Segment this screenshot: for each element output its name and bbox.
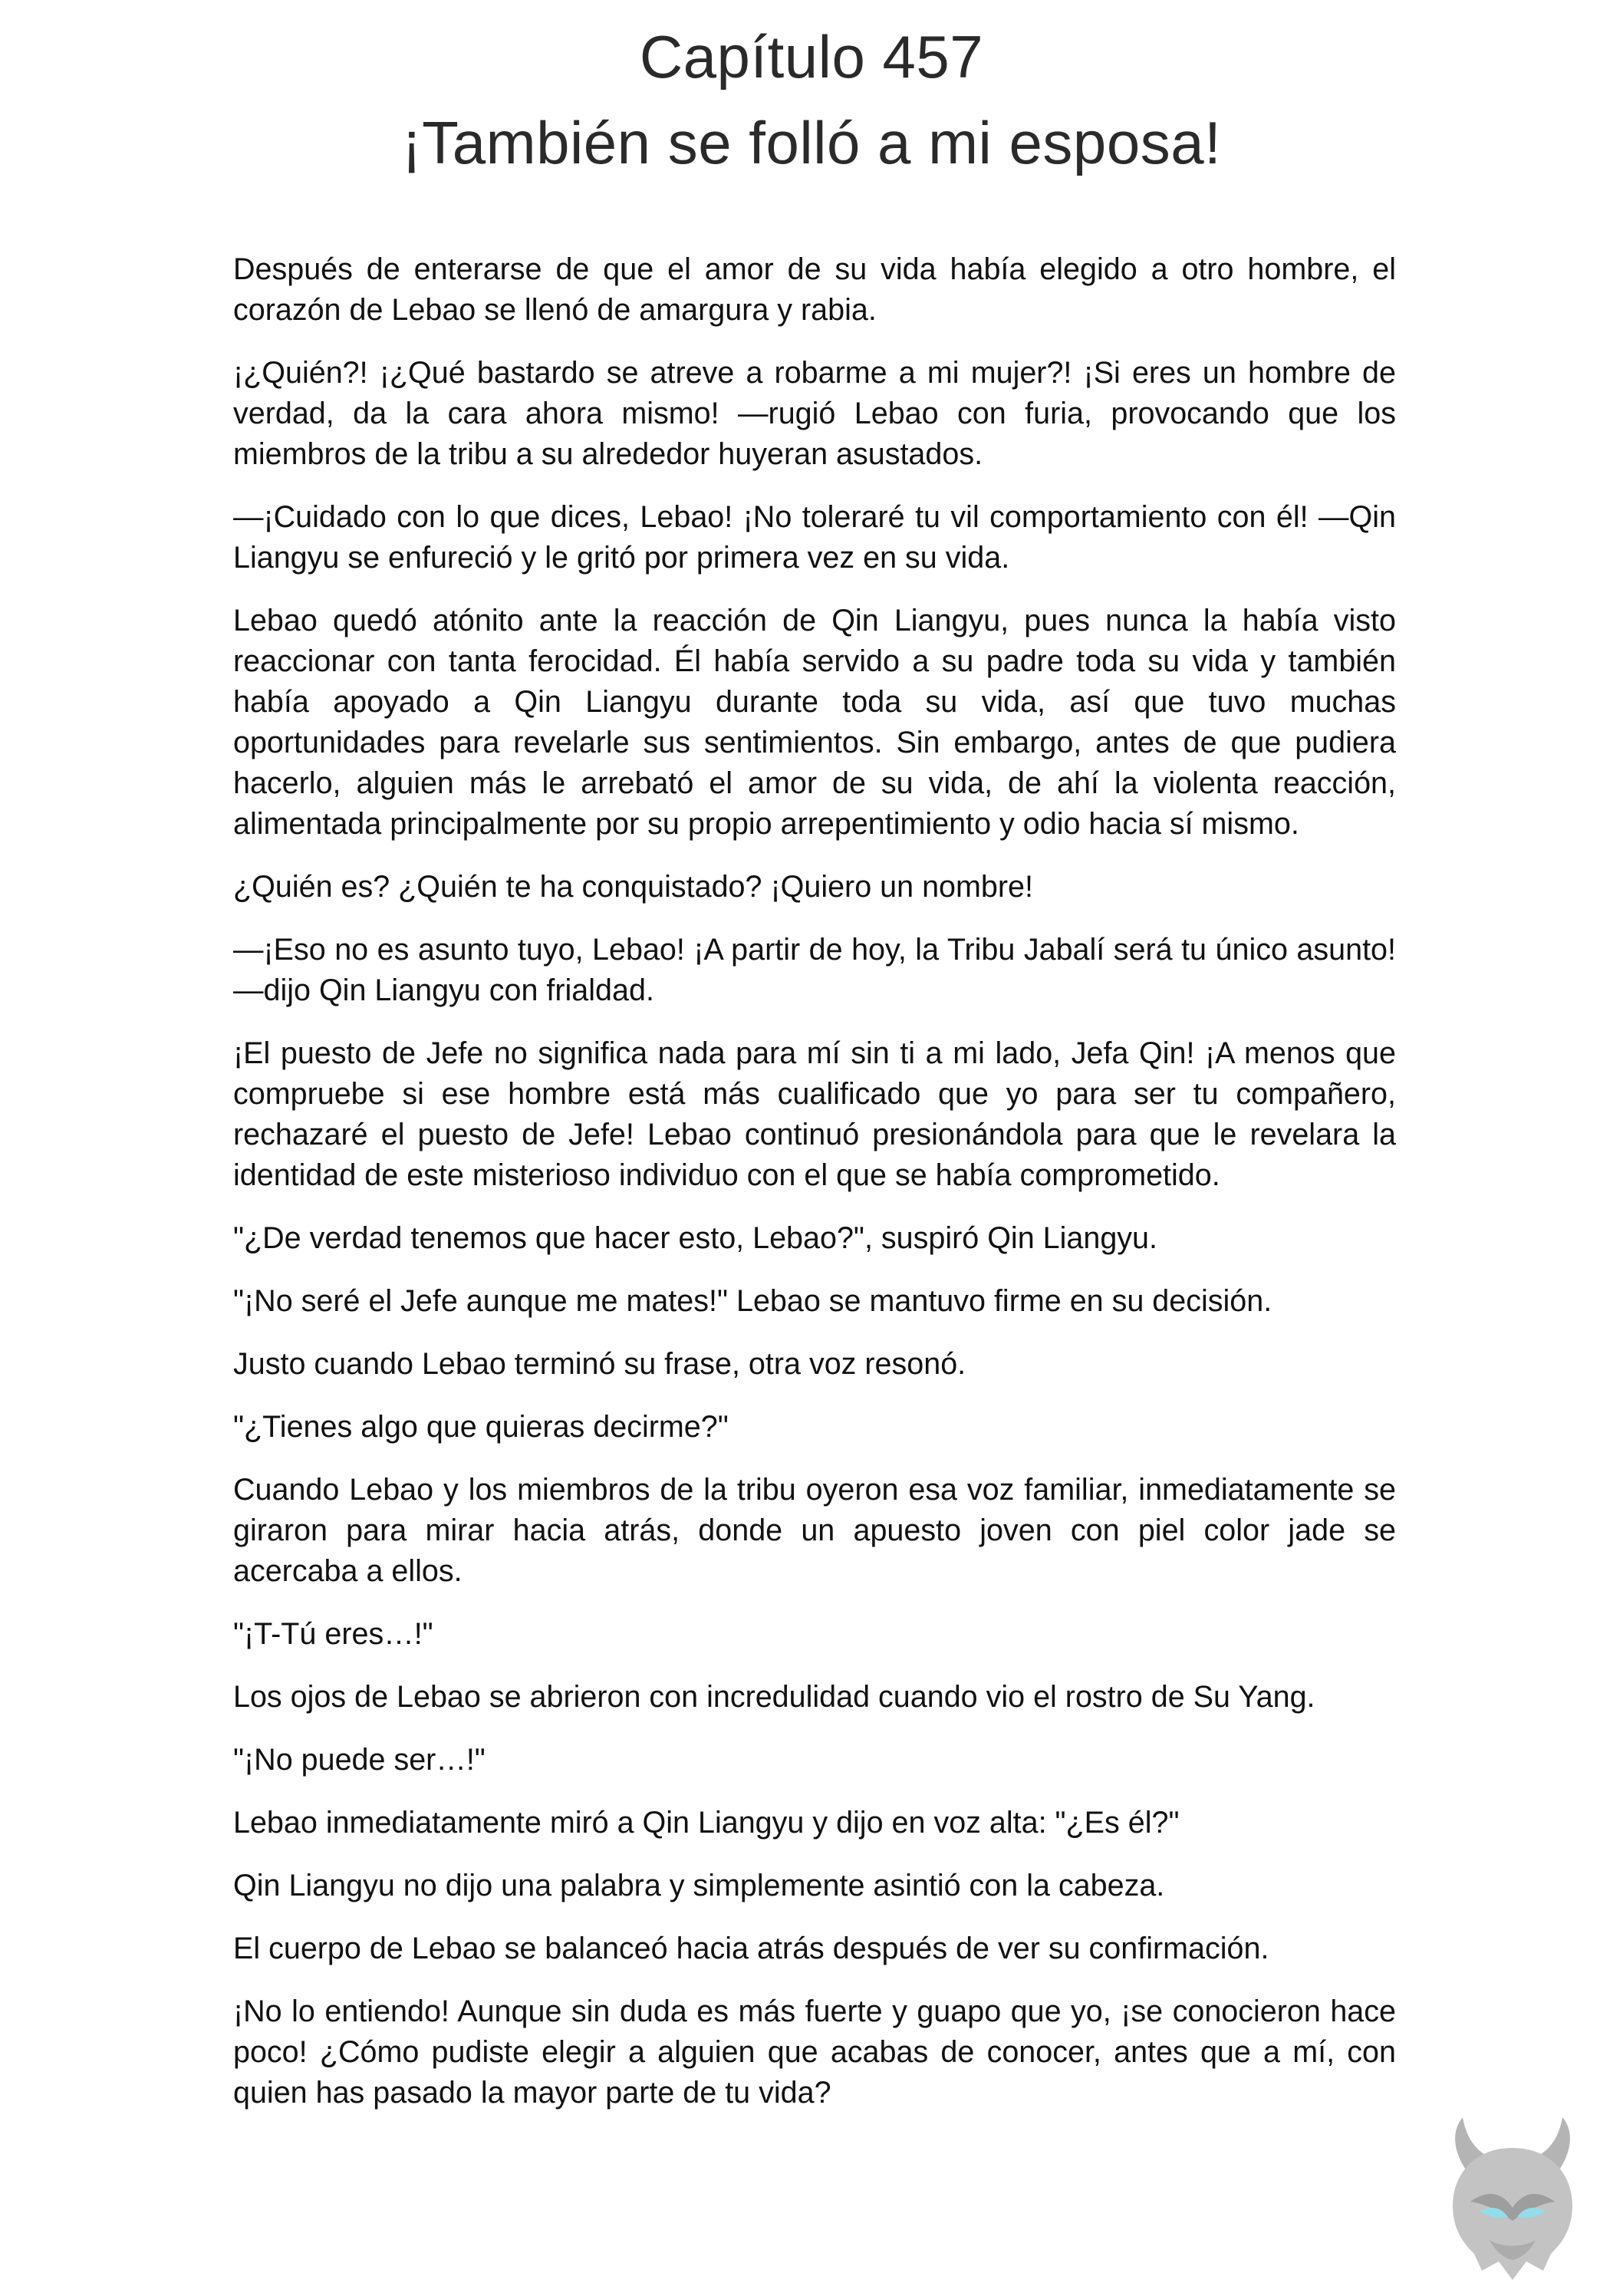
chapter-header [0, 14, 1623, 186]
demon-head-logo-icon [1436, 2117, 1589, 2282]
paragraph: Cuando Lebao y los miembros de la tribu oyeron esa voz familiar, inmediatamente se giraron para mirar hacia atrás, donde un apuesto joven con piel color jade se acercaba a ellos. [233, 1473, 1396, 1588]
paragraph: Lebao inmediatamente miró a Qin Liangyu y dijo en voz alta: "¿Es él?" [233, 1806, 1180, 1840]
paragraph: Lebao quedó atónito ante la reacción de Qin Liangyu, pues nunca la había visto reaccionar con tanta ferocidad. Él había servido a su padre toda su vida y también había apoyado a Qin Liangyu durante toda su vida, así que tuvo muchas oportunidades para revelarle sus sentimientos. Sin embargo, antes de que pudiera hacerlo, alguien más le arrebató el amor de su vida, de ahí la violenta reacción, alimentada principalmente por su propio arrepentimiento y odio hacia sí mismo. [233, 604, 1396, 841]
paragraph: Los ojos de Lebao se abrieron con incredulidad cuando vio el rostro de Su Yang. [233, 1680, 1315, 1714]
paragraph: Justo cuando Lebao terminó su frase, otra voz resonó. [233, 1347, 966, 1381]
paragraph: "¡T-Tú eres…!" [233, 1617, 433, 1651]
paragraph: Después de enterarse de que el amor de su vida había elegido a otro hombre, el corazón de Lebao se llenó de amargura y rabia. [233, 252, 1396, 327]
paragraph: "¡No puede ser…!" [233, 1743, 486, 1777]
paragraph: El cuerpo de Lebao se balanceó hacia atrás después de ver su confirmación. [233, 1932, 1269, 1965]
paragraph: —¡Cuidado con lo que dices, Lebao! ¡No toleraré tu vil comportamiento con él! —Qin Liangyu se enfureció y le gritó por primera vez en su vida. [233, 500, 1396, 575]
paragraph: ¡¿Quién?! ¡¿Qué bastardo se atreve a robarme a mi mujer?! ¡Si eres un hombre de verdad, da la cara ahora mismo! —rugió Lebao con furia, provocando que los miembros de la tribu a su alrededor huyeran asustados. [233, 356, 1396, 471]
paragraph: "¿De verdad tenemos que hacer esto, Lebao?", suspiró Qin Liangyu. [233, 1221, 1157, 1255]
paragraph: —¡Eso no es asunto tuyo, Lebao! ¡A partir de hoy, la Tribu Jabalí será tu único asunto! —dijo Qin Liangyu con frialdad. [233, 933, 1396, 1007]
paragraph: ¡El puesto de Jefe no significa nada para mí sin ti a mi lado, Jefa Qin! ¡A menos que compruebe si ese hombre está más cualificado que yo para ser tu compañero, rechazaré el puesto de Jefe! Lebao continuó presionándola para que le revelara la identidad de este misterioso individuo con el que se había comprometido. [233, 1036, 1396, 1192]
paragraph: "¡No seré el Jefe aunque me mates!" Lebao se mantuvo firme en su decisión. [233, 1284, 1272, 1318]
chapter-title: ¡También se folló a mi esposa! [401, 109, 1222, 176]
paragraph: "¿Tienes algo que quieras decirme?" [233, 1410, 729, 1444]
paragraph: ¡No lo entiendo! Aunque sin duda es más fuerte y guapo que yo, ¡se conocieron hace poco! ¿Cómo pudiste elegir a alguien que acabas de conocer, antes que a mí, con quien has pasado la mayor parte de tu vida? [233, 1995, 1396, 2110]
chapter-body [233, 249, 1396, 2136]
paragraph: ¿Quién es? ¿Quién te ha conquistado? ¡Quiero un nombre! [233, 870, 1033, 904]
chapter-number: Capítulo 457 [639, 23, 984, 91]
paragraph: Qin Liangyu no dijo una palabra y simplemente asintió con la cabeza. [233, 1869, 1165, 1902]
